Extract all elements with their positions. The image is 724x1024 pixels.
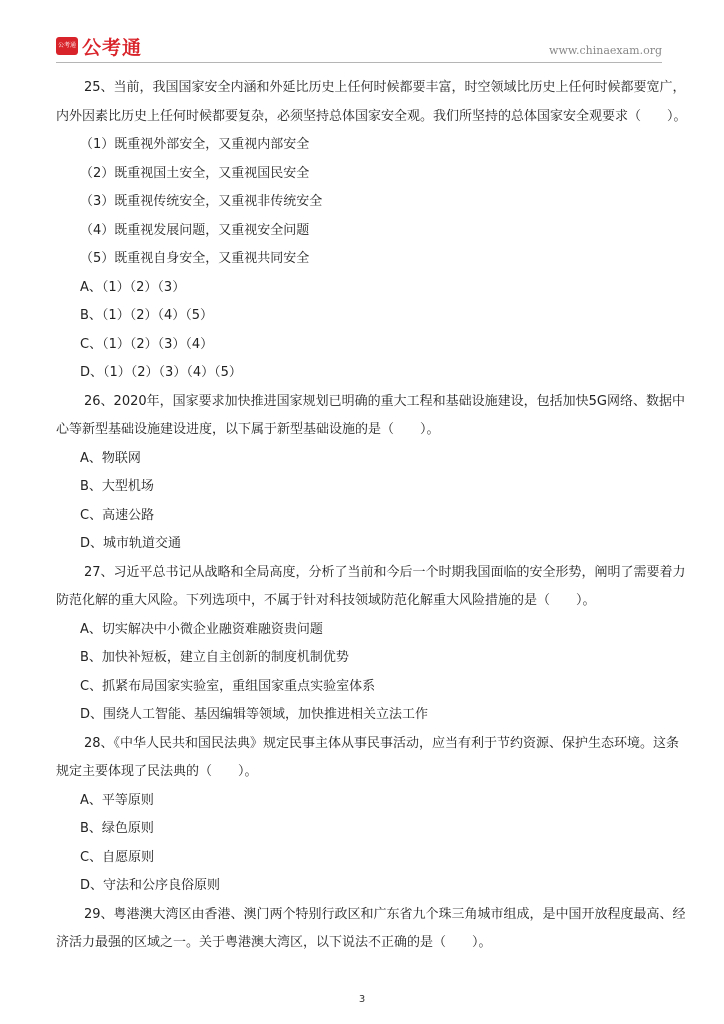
- site-url: www.chinaexam.org: [549, 44, 662, 57]
- question-28-option-a: A、平等原则: [80, 792, 154, 808]
- question-25-option-b: B、（1）（2）（4）（5）: [80, 308, 214, 323]
- question-27-option-d: D、围绕人工智能、基因编辑等领域，加快推进相关立法工作: [80, 707, 429, 722]
- question-29-stem-line-2: 济活力最强的区域之一。关于粤港澳大湾区，以下说法不正确的是（ ）。: [56, 935, 492, 950]
- question-26-option-c: C、高速公路: [80, 507, 155, 523]
- question-25-item-5: （5）既重视自身安全，又重视共同安全: [80, 251, 310, 266]
- question-26-stem-line-1: 26、2020年，国家要求加快推进国家规划已明确的重大工程和基础设施建设，包括加快5G网络、数据中: [84, 393, 685, 409]
- question-25-item-4: （4）既重视发展问题，又重视安全问题: [80, 222, 310, 238]
- question-28-stem-line-2: 规定主要体现了民法典的（ ）。: [56, 764, 258, 779]
- page-content: [56, 74, 687, 958]
- logo-text: 公考通: [82, 37, 143, 59]
- question-25-item-1: （1）既重视外部安全，又重视内部安全: [80, 137, 310, 152]
- question-28-option-b: B、绿色原则: [80, 821, 154, 836]
- question-28-option-c: C、自愿原则: [80, 849, 155, 865]
- question-27-stem-line-1: 27、习近平总书记从战略和全局高度，分析了当前和今后一个时期我国面临的安全形势，阐明了需要着力: [84, 564, 686, 580]
- question-29-stem-line-1: 29、粤港澳大湾区由香港、澳门两个特别行政区和广东省九个珠三角城市组成，是中国开放程度最高、经: [84, 906, 686, 922]
- question-26-option-b: B、大型机场: [80, 479, 154, 494]
- question-27-option-b: B、加快补短板，建立自主创新的制度机制优势: [80, 650, 349, 665]
- question-26-stem-line-2: 心等新型基础设施建设进度，以下属于新型基础设施的是（ ）。: [56, 422, 440, 437]
- question-25-option-c: C、（1）（2）（3）（4）: [80, 336, 214, 352]
- question-25-item-3: （3）既重视传统安全，又重视非传统安全: [80, 194, 323, 209]
- question-27-option-a: A、切实解决中小微企业融资难融资贵问题: [80, 621, 323, 637]
- question-26-option-a: A、物联网: [80, 450, 141, 466]
- page-header: [56, 32, 662, 62]
- question-27-stem-line-2: 防范化解的重大风险。下列选项中，不属于针对科技领域防范化解重大风险措施的是（ ）。: [56, 593, 596, 608]
- question-25-stem-line-1: 25、当前，我国国家安全内涵和外延比历史上任何时候都要丰富，时空领域比历史上任何时候都要宽广，: [84, 80, 686, 95]
- logo-icon: 公考通: [56, 37, 78, 55]
- question-27-option-c: C、抓紧布局国家实验室，重组国家重点实验室体系: [80, 678, 376, 694]
- question-25-item-2: （2）既重视国土安全，又重视国民安全: [80, 165, 310, 181]
- question-25-option-a: A、（1）（2）（3）: [80, 279, 186, 295]
- question-28-stem-line-1: 28、《中华人民共和国民法典》规定民事主体从事民事活动，应当有利于节约资源、保护生态环境。这条: [84, 735, 680, 751]
- header-divider: [56, 62, 662, 63]
- question-28-option-d: D、守法和公序良俗原则: [80, 878, 221, 893]
- page-number: 3: [358, 994, 366, 1005]
- question-26-option-d: D、城市轨道交通: [80, 536, 182, 551]
- question-25-stem-line-2: 内外因素比历史上任何时候都要复杂，必须坚持总体国家安全观。我们所坚持的总体国家安全观要求（ ）。: [56, 108, 687, 124]
- question-25-option-d: D、（1）（2）（3）（4）（5）: [80, 365, 242, 380]
